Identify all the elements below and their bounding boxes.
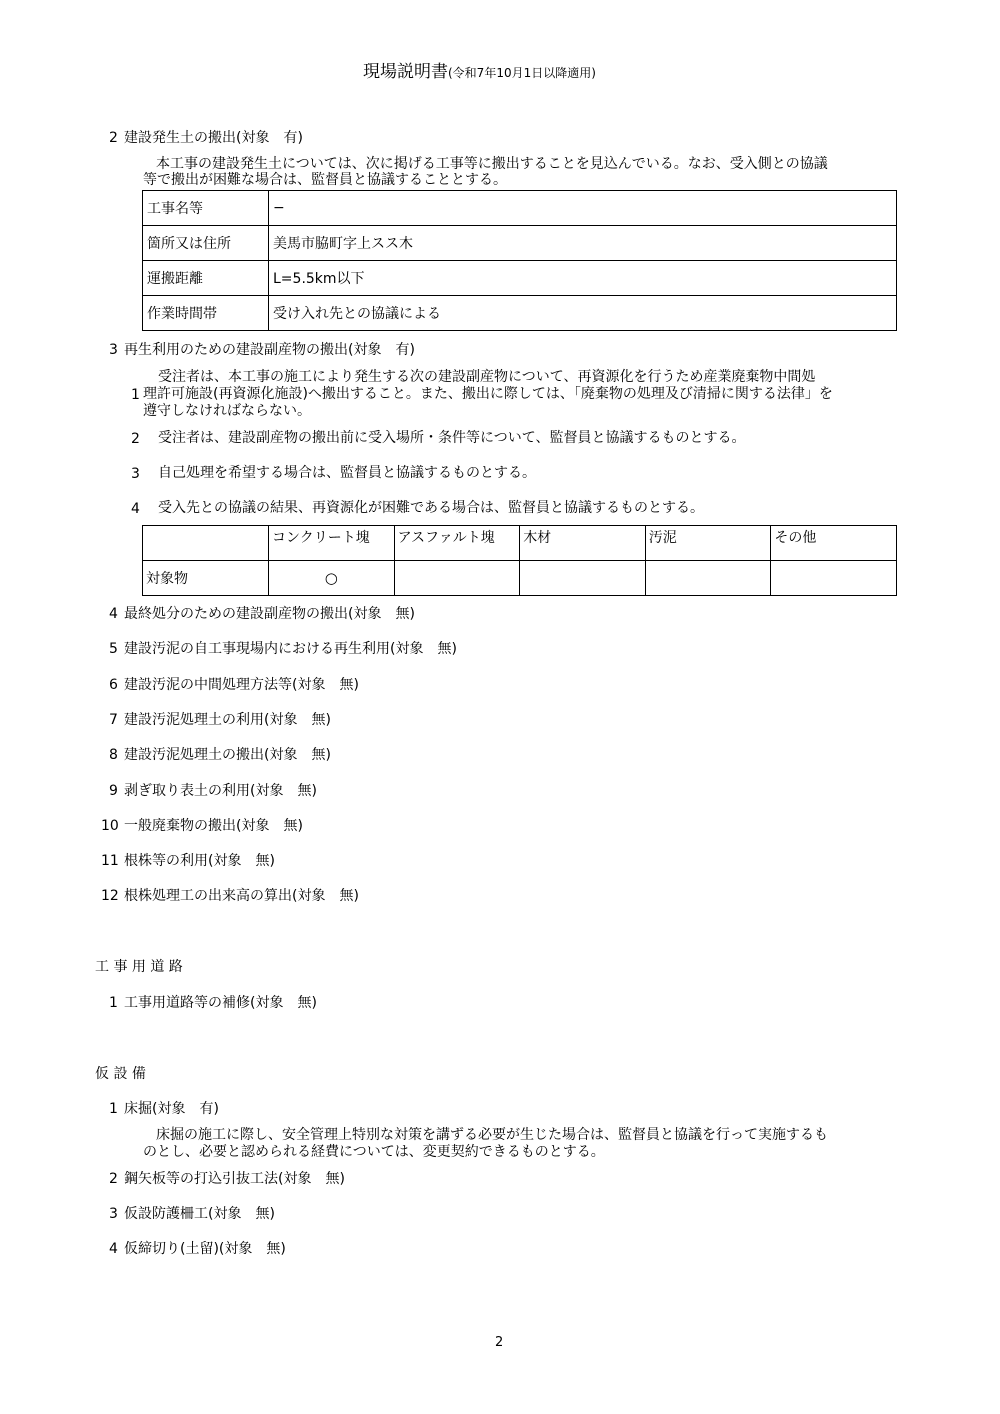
list-item-number: 9	[109, 783, 118, 799]
temp-item-number: 1	[109, 1101, 118, 1117]
title-main: 現場説明書	[363, 62, 448, 82]
list-item-number: 10	[101, 818, 119, 834]
table-label: 作業時間帯	[143, 296, 269, 331]
table-label: 箇所又は住所	[143, 226, 269, 261]
grid-mark-sludge	[645, 561, 771, 596]
temp-item-number: 4	[109, 1241, 118, 1257]
road-item-text: 工事用道路等の補修(対象 無)	[124, 995, 317, 1011]
grid-header: その他	[771, 526, 897, 561]
spoil-destination-table	[142, 190, 897, 331]
item-4-number: 4	[131, 501, 140, 517]
list-item-number: 12	[101, 888, 119, 904]
section-2-para-line2: 等で搬出が困難な場合は、監督員と協議することとする。	[143, 172, 507, 188]
list-item-text: 一般廃棄物の搬出(対象 無)	[124, 818, 303, 834]
temp-heading: 仮 設 備	[95, 1066, 146, 1082]
list-item-text: 建設汚泥の自工事現場内における再生利用(対象 無)	[124, 641, 457, 657]
grid-header: アスファルト塊	[394, 526, 520, 561]
list-item-number: 6	[109, 677, 118, 693]
list-item-text: 建設汚泥処理土の搬出(対象 無)	[124, 747, 331, 763]
temp-para-line1: 床掘の施工に際し、安全管理上特別な対策を講ずる必要が生じた場合は、監督員と協議を行って実施するも	[156, 1127, 828, 1143]
item-1-line1: 受注者は、本工事の施工により発生する次の建設副産物について、再資源化を行うため産業廃棄物中間処	[158, 369, 816, 385]
temp-item-text: 鋼矢板等の打込引抜工法(対象 無)	[124, 1171, 345, 1187]
section-2-heading: 建設発生土の搬出(対象 有)	[124, 130, 303, 146]
temp-item-number: 2	[109, 1171, 118, 1187]
list-item-number: 8	[109, 747, 118, 763]
grid-mark-other	[771, 561, 897, 596]
grid-mark-wood	[520, 561, 646, 596]
item-1-number: 1	[131, 387, 140, 403]
table-value: −	[269, 191, 897, 226]
item-1-line2: 理許可施設(再資源化施設)へ搬出すること。また、搬出に際しては、「廃棄物の処理及び清掃に関する法律」を	[143, 386, 833, 402]
item-2-text: 受注者は、建設副産物の搬出前に受入場所・条件等について、監督員と協議するものとする。	[158, 430, 746, 446]
grid-header: 木材	[520, 526, 646, 561]
table-label: 運搬距離	[143, 261, 269, 296]
road-item-number: 1	[109, 995, 118, 1011]
grid-header-blank	[143, 526, 269, 561]
grid-header: 汚泥	[645, 526, 771, 561]
list-item-text: 剥ぎ取り表土の利用(対象 無)	[124, 783, 317, 799]
grid-header: コンクリート塊	[269, 526, 395, 561]
item-4-text: 受入先との協議の結果、再資源化が困難である場合は、監督員と協議するものとする。	[158, 500, 704, 516]
page-title	[363, 64, 596, 81]
grid-mark-concrete: ○	[269, 561, 395, 596]
title-subtitle: (令和7年10月1日以降適用)	[448, 66, 596, 80]
temp-item-text: 仮設防護柵工(対象 無)	[124, 1206, 275, 1222]
grid-mark-asphalt	[394, 561, 520, 596]
byproduct-table	[142, 525, 897, 596]
item-1-line3: 遵守しなければならない。	[143, 403, 311, 419]
section-3-number: 3	[109, 342, 118, 358]
section-2-para-line1: 本工事の建設発生土については、次に掲げる工事等に搬出することを見込んでいる。なお、受入側との協議	[156, 156, 828, 172]
list-item-number: 4	[109, 606, 118, 622]
page-number: 2	[495, 1335, 504, 1350]
list-item-text: 根株処理工の出来高の算出(対象 無)	[124, 888, 359, 904]
list-item-text: 最終処分のための建設副産物の搬出(対象 無)	[124, 606, 415, 622]
item-3-number: 3	[131, 466, 140, 482]
list-item-text: 根株等の利用(対象 無)	[124, 853, 275, 869]
list-item-text: 建設汚泥処理土の利用(対象 無)	[124, 712, 331, 728]
list-item-number: 11	[101, 853, 119, 869]
table-label: 工事名等	[143, 191, 269, 226]
temp-item-text: 仮締切り(土留)(対象 無)	[124, 1241, 286, 1257]
list-item-number: 7	[109, 712, 118, 728]
list-item-number: 5	[109, 641, 118, 657]
temp-item-number: 3	[109, 1206, 118, 1222]
temp-para-line2: のとし、必要と認められる経費については、変更契約できるものとする。	[143, 1144, 605, 1160]
table-value: 美馬市脇町字上スス木	[269, 226, 897, 261]
table-value: 受け入れ先との協議による	[269, 296, 897, 331]
grid-row-label: 対象物	[143, 561, 269, 596]
temp-item-text: 床掘(対象 有)	[124, 1101, 219, 1117]
table-value: L=5.5km以下	[269, 261, 897, 296]
road-heading: 工 事 用 道 路	[95, 959, 183, 975]
item-2-number: 2	[131, 431, 140, 447]
section-2-number: 2	[109, 130, 118, 146]
section-3-heading: 再生利用のための建設副産物の搬出(対象 有)	[124, 342, 415, 358]
item-3-text: 自己処理を希望する場合は、監督員と協議するものとする。	[158, 465, 536, 481]
list-item-text: 建設汚泥の中間処理方法等(対象 無)	[124, 677, 359, 693]
